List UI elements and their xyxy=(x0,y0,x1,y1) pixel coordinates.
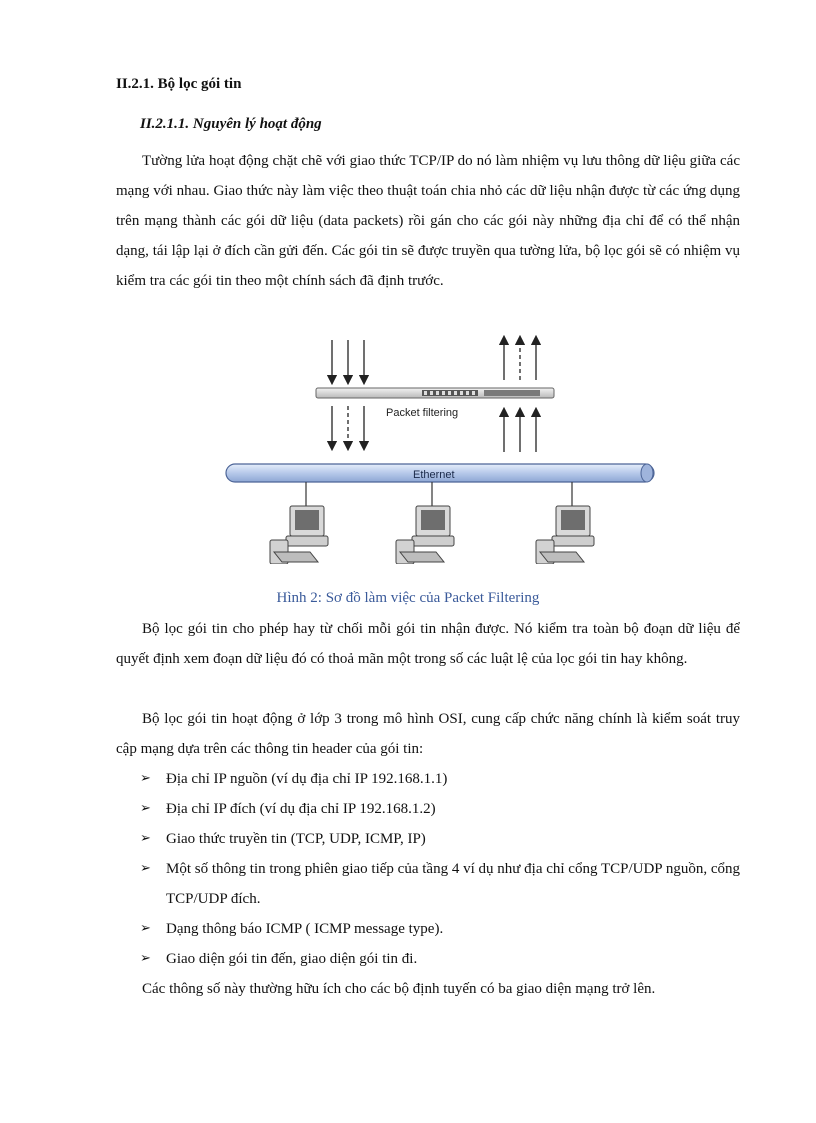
bus-connectors xyxy=(306,482,572,506)
outgoing-arrows-bottom xyxy=(504,412,536,452)
arrow-bullet-icon: ➢ xyxy=(140,771,151,786)
list-item: ➢ Dạng thông báo ICMP ( ICMP message type). xyxy=(140,914,740,944)
desktop-computer-icon xyxy=(270,506,328,564)
arrow-bullet-icon: ➢ xyxy=(140,861,151,876)
section-heading: II.2.1. Bộ lọc gói tin xyxy=(116,76,242,92)
arrow-bullet-icon: ➢ xyxy=(140,921,151,936)
arrow-bullet-icon: ➢ xyxy=(140,801,151,816)
packet-filter-device xyxy=(316,388,554,398)
desktop-computer-icon xyxy=(396,506,454,564)
arrow-bullet-icon: ➢ xyxy=(140,831,151,846)
outgoing-arrows-top xyxy=(504,340,536,380)
list-item: ➢ Địa chỉ IP nguồn (ví dụ địa chỉ IP 192.168.1.1) xyxy=(140,764,740,794)
desktop-computer-icon xyxy=(536,506,594,564)
figure-caption: Hình 2: Sơ đồ làm việc của Packet Filtering xyxy=(276,590,540,606)
bus-label: Ethernet xyxy=(413,469,455,481)
device-label: Packet filtering xyxy=(386,407,459,419)
paragraph-osi-layer: Bộ lọc gói tin hoạt động ở lớp 3 trong mô hình OSI, cung cấp chức năng chính là kiểm soát truy cập mạng dựa trên các thông tin header của gói tin: xyxy=(116,711,740,757)
subsection-heading: II.2.1.1. Nguyên lý hoạt động xyxy=(140,116,322,132)
list-item: ➢ Địa chỉ IP đích (ví dụ địa chỉ IP 192.168.1.2) xyxy=(140,794,740,824)
list-item: ➢ Giao diện gói tin đến, giao diện gói tin đi. xyxy=(140,944,740,974)
header-info-list xyxy=(140,764,740,974)
packet-filtering-diagram xyxy=(210,334,666,564)
paragraph-filter-decision: Bộ lọc gói tin cho phép hay từ chối mỗi gói tin nhận được. Nó kiểm tra toàn bộ đoạn dữ liệu để quyết định xem đoạn dữ liệu đó có thoả mãn một trong số các luật lệ của lọc gói tin hay không. xyxy=(116,621,740,667)
closing-paragraph: Các thông số này thường hữu ích cho các bộ định tuyến có ba giao diện mạng trở lên. xyxy=(142,981,656,997)
intro-paragraph: Tường lửa hoạt động chặt chẽ với giao thức TCP/IP do nó làm nhiệm vụ lưu thông dữ liệu giữa các mạng với nhau. Giao thức này làm việc theo thuật toán chia nhỏ các dữ liệu nhận được từ các ứng dụng trên mạng thành các gói dữ liệu (data packets) rồi gán cho các gói này những địa chỉ để có thể nhận dạng, tái lập lại ở đích cần gửi đến. Các gói tin sẽ được truyền qua tường lửa, bộ lọc gói sẽ có nhiệm vụ kiểm tra các gói tin theo một chính sách đã định trước. xyxy=(116,153,740,289)
incoming-arrows-top xyxy=(332,340,364,380)
list-item: ➢ Giao thức truyền tin (TCP, UDP, ICMP, IP) xyxy=(140,824,740,854)
incoming-arrows-bottom xyxy=(332,406,364,446)
arrow-bullet-icon: ➢ xyxy=(140,951,151,966)
list-item: ➢ Một số thông tin trong phiên giao tiếp của tầng 4 ví dụ như địa chỉ cổng TCP/UDP nguồn, cổng TCP/UDP đích. xyxy=(140,854,740,914)
